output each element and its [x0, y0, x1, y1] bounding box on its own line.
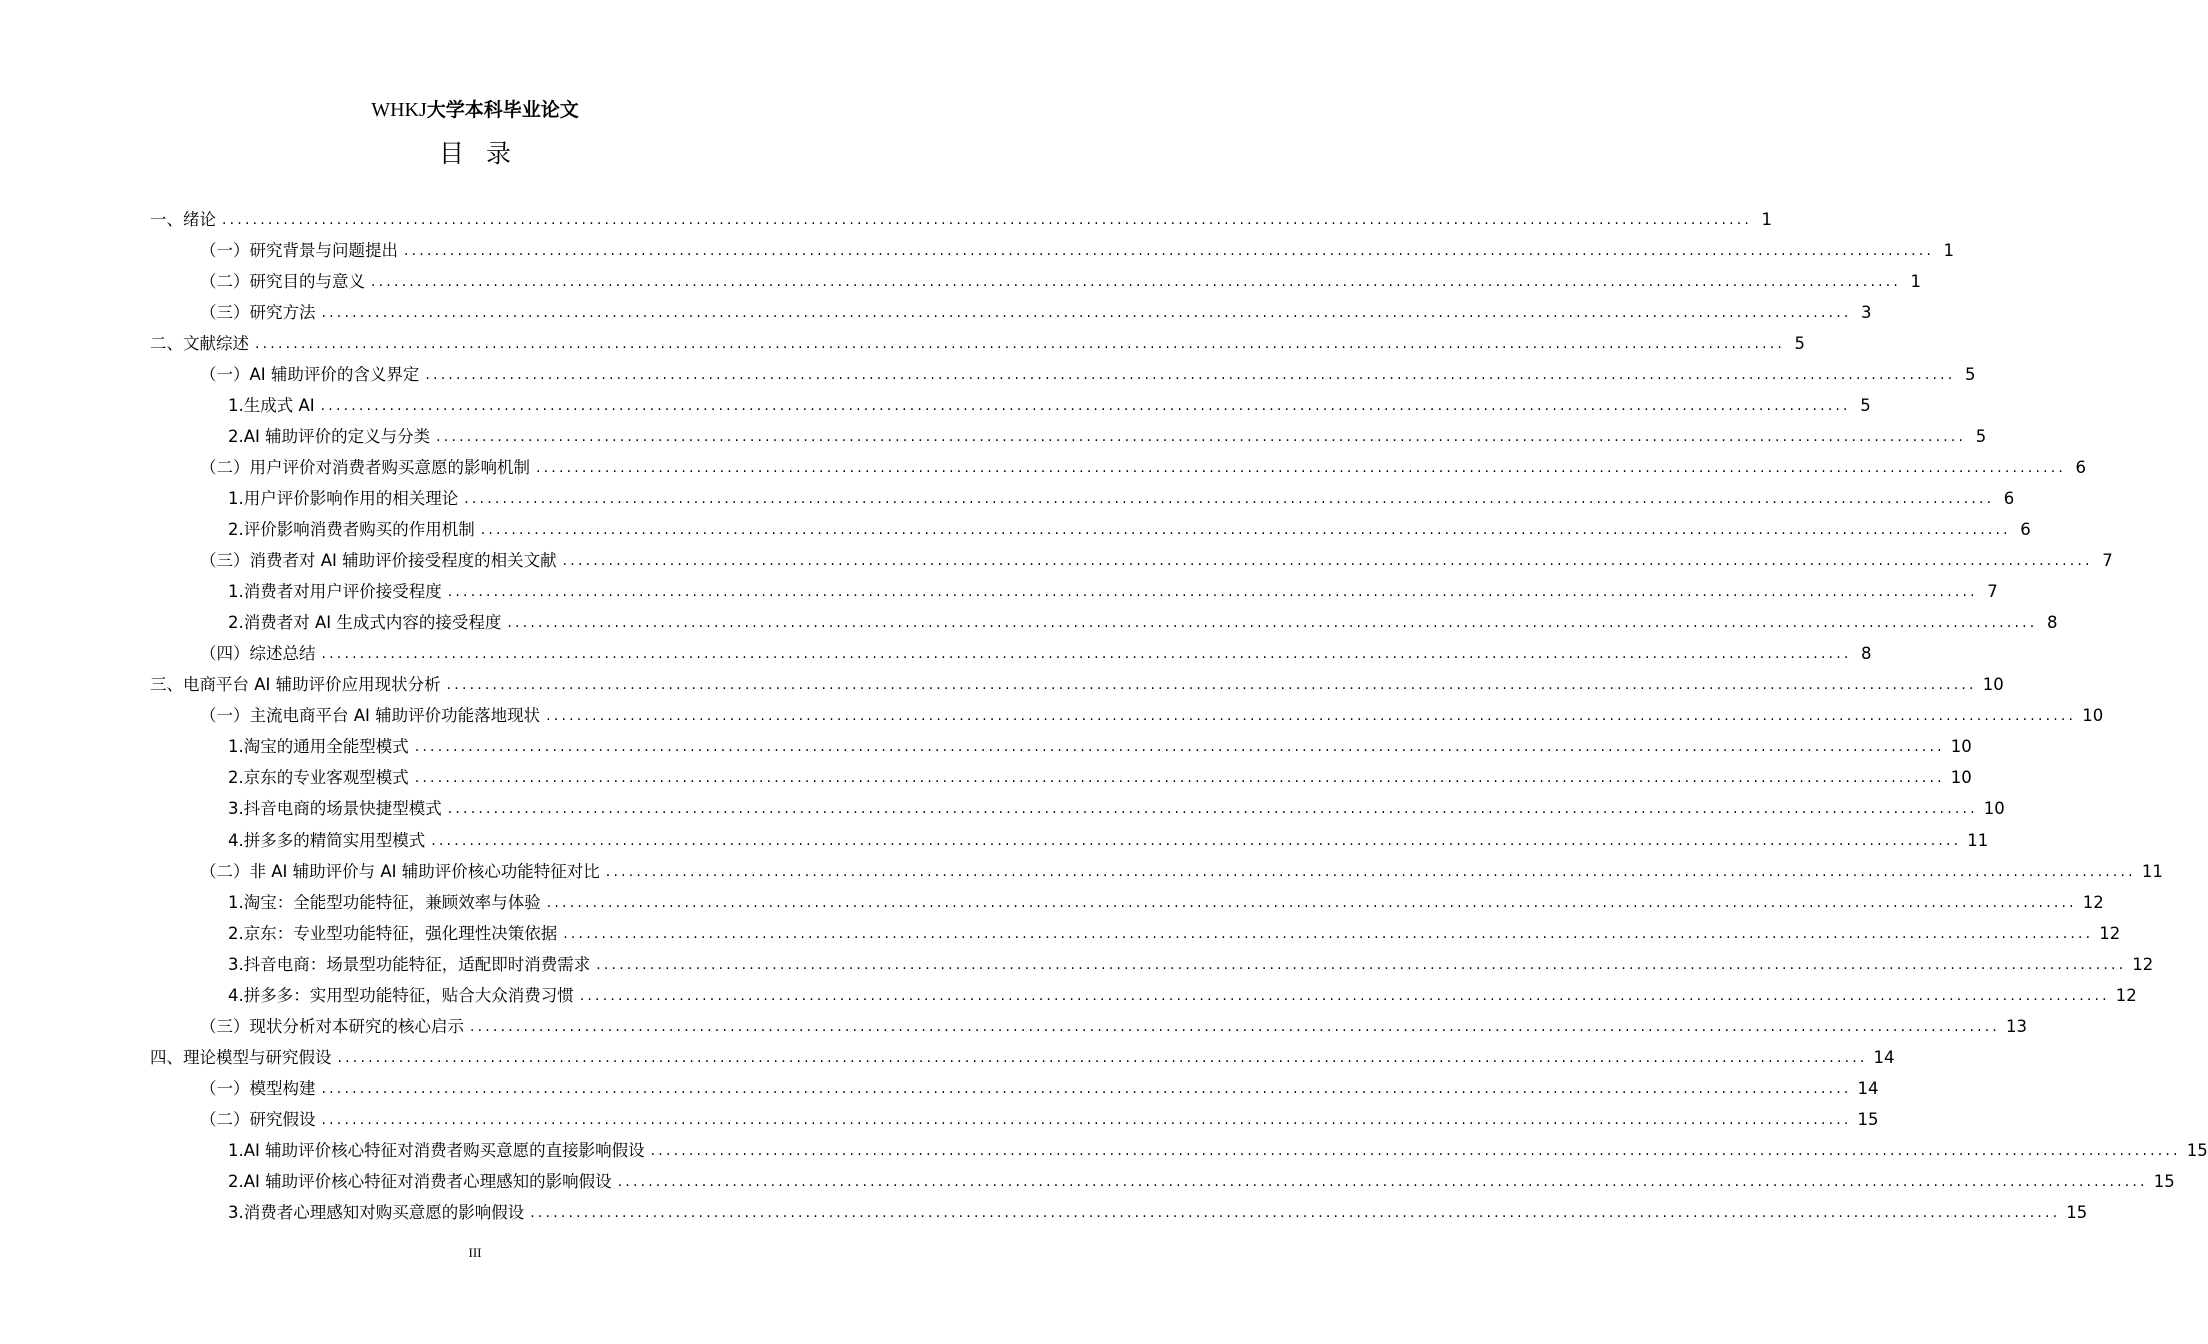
toc-entry[interactable] [200, 546, 2113, 577]
toc-entry-page: 12 [2132, 954, 2154, 974]
toc-entry-title: （三）现状分析对本研究的核心启示 [200, 1016, 464, 1036]
toc-entry-page: 10 [2082, 706, 2104, 726]
toc-entry-number: 一、 [150, 209, 183, 229]
toc-entry[interactable] [150, 328, 1806, 359]
toc-entry[interactable] [228, 763, 1972, 794]
toc-dot-leader: ........................................................................................................................................................................................................ [605, 863, 2136, 880]
toc-entry-page: 10 [1950, 768, 1972, 788]
toc-dot-leader: ........................................................................................................................................................................................................ [530, 1205, 2061, 1222]
toc-entry-title: 2.AI 辅助评价核心特征对消费者心理感知的影响假设 [228, 1172, 612, 1192]
toc-entry-title: （四）综述总结 [200, 644, 316, 664]
toc-entry[interactable] [200, 359, 1976, 390]
toc-entry[interactable] [200, 856, 2163, 887]
toc-entry[interactable] [150, 1042, 1895, 1073]
toc-dot-leader: ........................................................................................................................................................................................................ [320, 397, 1851, 414]
toc-entry-title: 绪论 [183, 209, 216, 229]
toc-entry[interactable] [228, 794, 2005, 825]
toc-entry-page: 3 [1861, 302, 1872, 322]
toc-dot-leader: ........................................................................................................................................................................................................ [617, 1174, 2148, 1191]
toc-dot-leader: ........................................................................................................................................................................................................ [414, 770, 1945, 787]
toc-entry[interactable] [228, 608, 2058, 639]
toc-dot-leader: ........................................................................................................................................................................................................ [447, 584, 1978, 601]
toc-entry[interactable] [228, 732, 1972, 763]
toc-entry-title: （二）研究假设 [200, 1109, 316, 1129]
toc-entry-title: 文献综述 [183, 333, 249, 353]
toc-entry-page: 14 [1873, 1047, 1895, 1067]
toc-entry[interactable] [228, 1198, 2088, 1229]
toc-dot-leader: ........................................................................................................................................................................................................ [321, 1080, 1852, 1097]
toc-entry-page: 10 [1950, 737, 1972, 757]
toc-entry-page: 5 [1794, 333, 1806, 353]
toc-entry-title: （二）用户评价对消费者购买意愿的影响机制 [200, 457, 530, 477]
toc-entry-page: 6 [2003, 488, 2015, 508]
toc-entry[interactable] [200, 701, 2104, 732]
toc-entry-page: 15 [2153, 1172, 2175, 1192]
toc-dot-leader: ........................................................................................................................................................................................................ [536, 459, 2067, 476]
toc-entry[interactable] [228, 825, 1989, 856]
toc-dot-leader: ........................................................................................................................................................................................................ [414, 739, 1945, 756]
toc-entry-page: 1 [1910, 271, 1922, 291]
toc-dot-leader: ........................................................................................................................................................................................................ [480, 522, 2011, 538]
toc-entry[interactable] [200, 1104, 1879, 1135]
toc-entry[interactable] [200, 639, 1872, 670]
toc-entry-title: （一）AI 辅助评价的含义界定 [200, 364, 420, 384]
toc-dot-leader: ........................................................................................................................................................................................................ [546, 708, 2077, 725]
document-header [0, 98, 950, 122]
toc-entry-title: 1.淘宝：全能型功能特征，兼顾效率与体验 [228, 892, 541, 912]
toc-entry-page: 6 [2020, 520, 2031, 539]
toc-entry-title: 1.生成式 AI [228, 395, 315, 415]
toc-dot-leader: ........................................................................................................................................................................................................ [563, 925, 2094, 942]
toc-entry-title: 3.抖音电商：场景型功能特征，适配即时消费需求 [228, 954, 591, 974]
toc-entry-title: 4.拼多多：实用型功能特征，贴合大众消费习惯 [228, 985, 574, 1005]
toc-entry-page: 12 [2099, 923, 2121, 943]
toc-entry-page: 11 [1967, 830, 1989, 850]
toc-dot-leader: ........................................................................................................................................................................................................ [579, 987, 2110, 1004]
toc-entry-page: 15 [1857, 1109, 1879, 1129]
toc-entry-title: 2.京东：专业型功能特征，强化理性决策依据 [228, 923, 558, 943]
toc-entry-page: 15 [2066, 1203, 2088, 1223]
toc-entry-title: （一）模型构建 [200, 1078, 316, 1098]
toc-dot-leader: ........................................................................................................................................................................................................ [431, 832, 1962, 849]
toc-entry-title: （一）主流电商平台 AI 辅助评价功能落地现状 [200, 706, 541, 726]
toc-entry-page: 1 [1943, 240, 1955, 260]
toc-entry-page: 7 [1987, 582, 1998, 602]
toc-dot-leader: ........................................................................................................................................................................................................ [562, 553, 2093, 570]
toc-entry-title: 2.消费者对 AI 生成式内容的接受程度 [228, 613, 502, 633]
toc-entry[interactable] [200, 1011, 2028, 1042]
toc-dot-leader: ........................................................................................................................................................................................................ [546, 894, 2077, 911]
header-latin: WHKJ [371, 99, 427, 121]
toc-dot-leader: ........................................................................................................................................................................................................ [436, 428, 1967, 445]
toc-heading: 目录 [438, 139, 533, 168]
toc-entry-title: 4.拼多多的精简实用型模式 [228, 830, 426, 850]
toc-dot-leader: ........................................................................................................................................................................................................ [321, 304, 1852, 321]
toc-entry[interactable] [228, 949, 2154, 980]
toc-entry-title: 2.AI 辅助评价的定义与分类 [228, 426, 431, 446]
toc-entry-title: 电商平台 AI 辅助评价应用现状分析 [183, 675, 441, 695]
toc-entry[interactable] [228, 1136, 2208, 1167]
toc-entry-title: 1.用户评价影响作用的相关理论 [228, 488, 459, 508]
toc-entry-page: 15 [2186, 1141, 2208, 1160]
toc-dot-leader: ........................................................................................................................................................................................................ [596, 956, 2127, 973]
toc-entry-title: 2.京东的专业客观型模式 [228, 768, 409, 788]
toc-dot-leader: ........................................................................................................................................................................................................ [337, 1049, 1868, 1066]
toc-dot-leader: ........................................................................................................................................................................................................ [321, 646, 1852, 663]
toc-entry[interactable] [228, 421, 1987, 452]
toc-entry-number: 三、 [150, 675, 183, 695]
toc-entry[interactable] [228, 483, 2015, 514]
toc-entry-title: 3.消费者心理感知对购买意愿的影响假设 [228, 1203, 525, 1223]
toc-entry-title: 1.消费者对用户评价接受程度 [228, 582, 442, 602]
toc-entry-page: 8 [1861, 644, 1872, 664]
toc-entry-page: 5 [1860, 395, 1871, 415]
toc-dot-leader: ........................................................................................................................................................................................................ [255, 335, 1786, 352]
toc-dot-leader: ........................................................................................................................................................................................................ [425, 366, 1956, 383]
toc-entry-title: 1.淘宝的通用全能型模式 [228, 737, 409, 757]
toc-entry[interactable] [200, 297, 1872, 328]
toc-entry-title: （二）非 AI 辅助评价与 AI 辅助评价核心功能特征对比 [200, 861, 600, 881]
toc-entry[interactable] [228, 887, 2104, 918]
toc-dot-leader: ........................................................................................................................................................................................................ [404, 242, 1935, 259]
toc-entry-title: （二）研究目的与意义 [200, 271, 365, 291]
toc-entry-page: 8 [2046, 613, 2058, 633]
toc-entry-title: 理论模型与研究假设 [183, 1047, 332, 1067]
toc-entry-title: 3.抖音电商的场景快捷型模式 [228, 799, 442, 819]
toc-entry-page: 1 [1761, 209, 1773, 229]
toc-entry[interactable] [200, 1073, 1879, 1104]
toc-entry[interactable] [200, 235, 1955, 266]
toc-entry[interactable] [228, 918, 2121, 949]
toc-dot-leader: ........................................................................................................................................................................................................ [650, 1143, 2181, 1159]
toc-dot-leader: ........................................................................................................................................................................................................ [321, 1111, 1852, 1128]
toc-entry-page: 5 [1964, 364, 1976, 384]
toc-entry[interactable] [228, 980, 2137, 1011]
toc-entry-number: 二、 [150, 333, 183, 353]
toc-entry[interactable] [200, 452, 2087, 483]
toc-entry[interactable] [228, 577, 1998, 608]
toc-entry[interactable] [150, 204, 1773, 235]
toc-entry-title: （三）消费者对 AI 辅助评价接受程度的相关文献 [200, 551, 557, 571]
toc-dot-leader: ........................................................................................................................................................................................................ [222, 211, 1753, 228]
toc-entry-page: 6 [2075, 457, 2087, 477]
toc-entry[interactable] [150, 670, 2004, 701]
toc-entry-number: 四、 [150, 1047, 183, 1067]
toc-entry-title: 1.AI 辅助评价核心特征对消费者购买意愿的直接影响假设 [228, 1141, 645, 1160]
toc-entry-title: 2.评价影响消费者购买的作用机制 [228, 520, 475, 539]
toc-dot-leader: ........................................................................................................................................................................................................ [470, 1018, 2001, 1035]
toc-entry[interactable] [228, 515, 2031, 546]
header-title-text: 大学本科毕业论文 [426, 99, 579, 121]
toc-entry-page: 10 [1983, 799, 2005, 819]
toc-entry-page: 5 [1975, 426, 1987, 446]
toc-dot-leader: ........................................................................................................................................................................................................ [464, 490, 1995, 507]
toc-entry-page: 11 [2141, 861, 2163, 881]
toc-entry-title: （一）研究背景与问题提出 [200, 240, 398, 260]
toc-entry[interactable] [228, 390, 1871, 421]
toc-entry-title: （三）研究方法 [200, 302, 316, 322]
toc-entry[interactable] [228, 1167, 2175, 1198]
toc-entry-page: 14 [1857, 1078, 1879, 1098]
toc-entry-page: 12 [2082, 892, 2104, 912]
toc-dot-leader: ........................................................................................................................................................................................................ [371, 273, 1902, 290]
toc-dot-leader: ........................................................................................................................................................................................................ [507, 615, 2038, 632]
toc-dot-leader: ........................................................................................................................................................................................................ [447, 801, 1978, 818]
toc-entry-page: 10 [1982, 675, 2004, 695]
toc-entry-page: 13 [2006, 1016, 2028, 1036]
toc-dot-leader: ........................................................................................................................................................................................................ [446, 677, 1977, 694]
toc-entry[interactable] [200, 266, 1922, 297]
toc-entry-page: 7 [2102, 551, 2113, 571]
page-number: III [468, 1245, 482, 1260]
toc-entry-page: 12 [2115, 985, 2137, 1005]
